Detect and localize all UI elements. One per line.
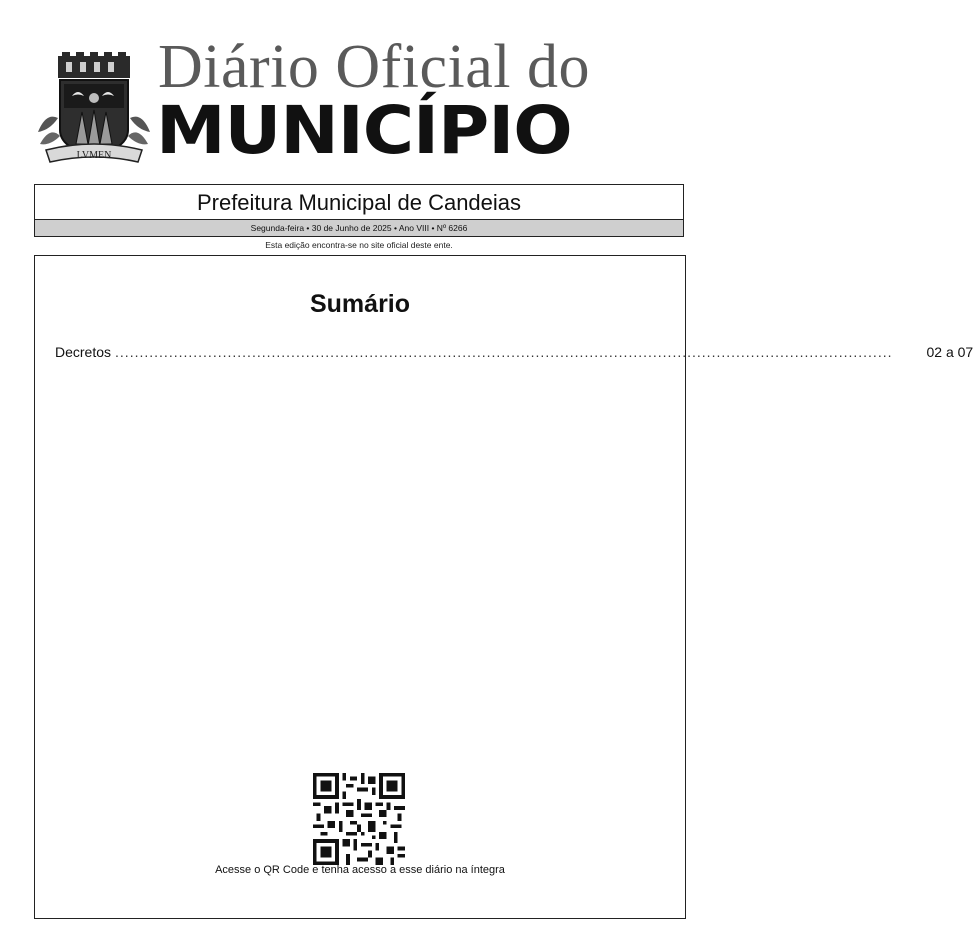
dateline: Segunda-feira • 30 de Junho de 2025 • Ano VIII • Nº 6266 <box>35 219 683 236</box>
header-box <box>34 184 684 237</box>
qr-caption: Acesse o QR Code e tenha acesso a esse diário na íntegra <box>215 864 505 876</box>
toc-entry[interactable] <box>55 344 973 360</box>
masthead-title-line2: MUNICÍPIO <box>156 92 572 169</box>
summary-heading: Sumário <box>309 290 411 318</box>
masthead-title-line1: Diário Oficial do <box>158 33 591 101</box>
crest-motto: LVMEN <box>76 150 112 161</box>
edition-note: Esta edição encontra-se no site oficial deste ente. <box>265 240 453 250</box>
toc-entry-pages: 02 a 07 <box>926 344 973 360</box>
entity-name: Prefeitura Municipal de Candeias <box>196 190 522 215</box>
toc-entry-label: Decretos <box>55 344 112 360</box>
coat-of-arms-icon <box>36 52 152 164</box>
masthead <box>36 33 636 169</box>
qr-code-icon[interactable] <box>313 773 405 865</box>
toc-leader-dots: ............................................................................................................................................................... <box>115 344 893 360</box>
content-box <box>34 255 973 919</box>
